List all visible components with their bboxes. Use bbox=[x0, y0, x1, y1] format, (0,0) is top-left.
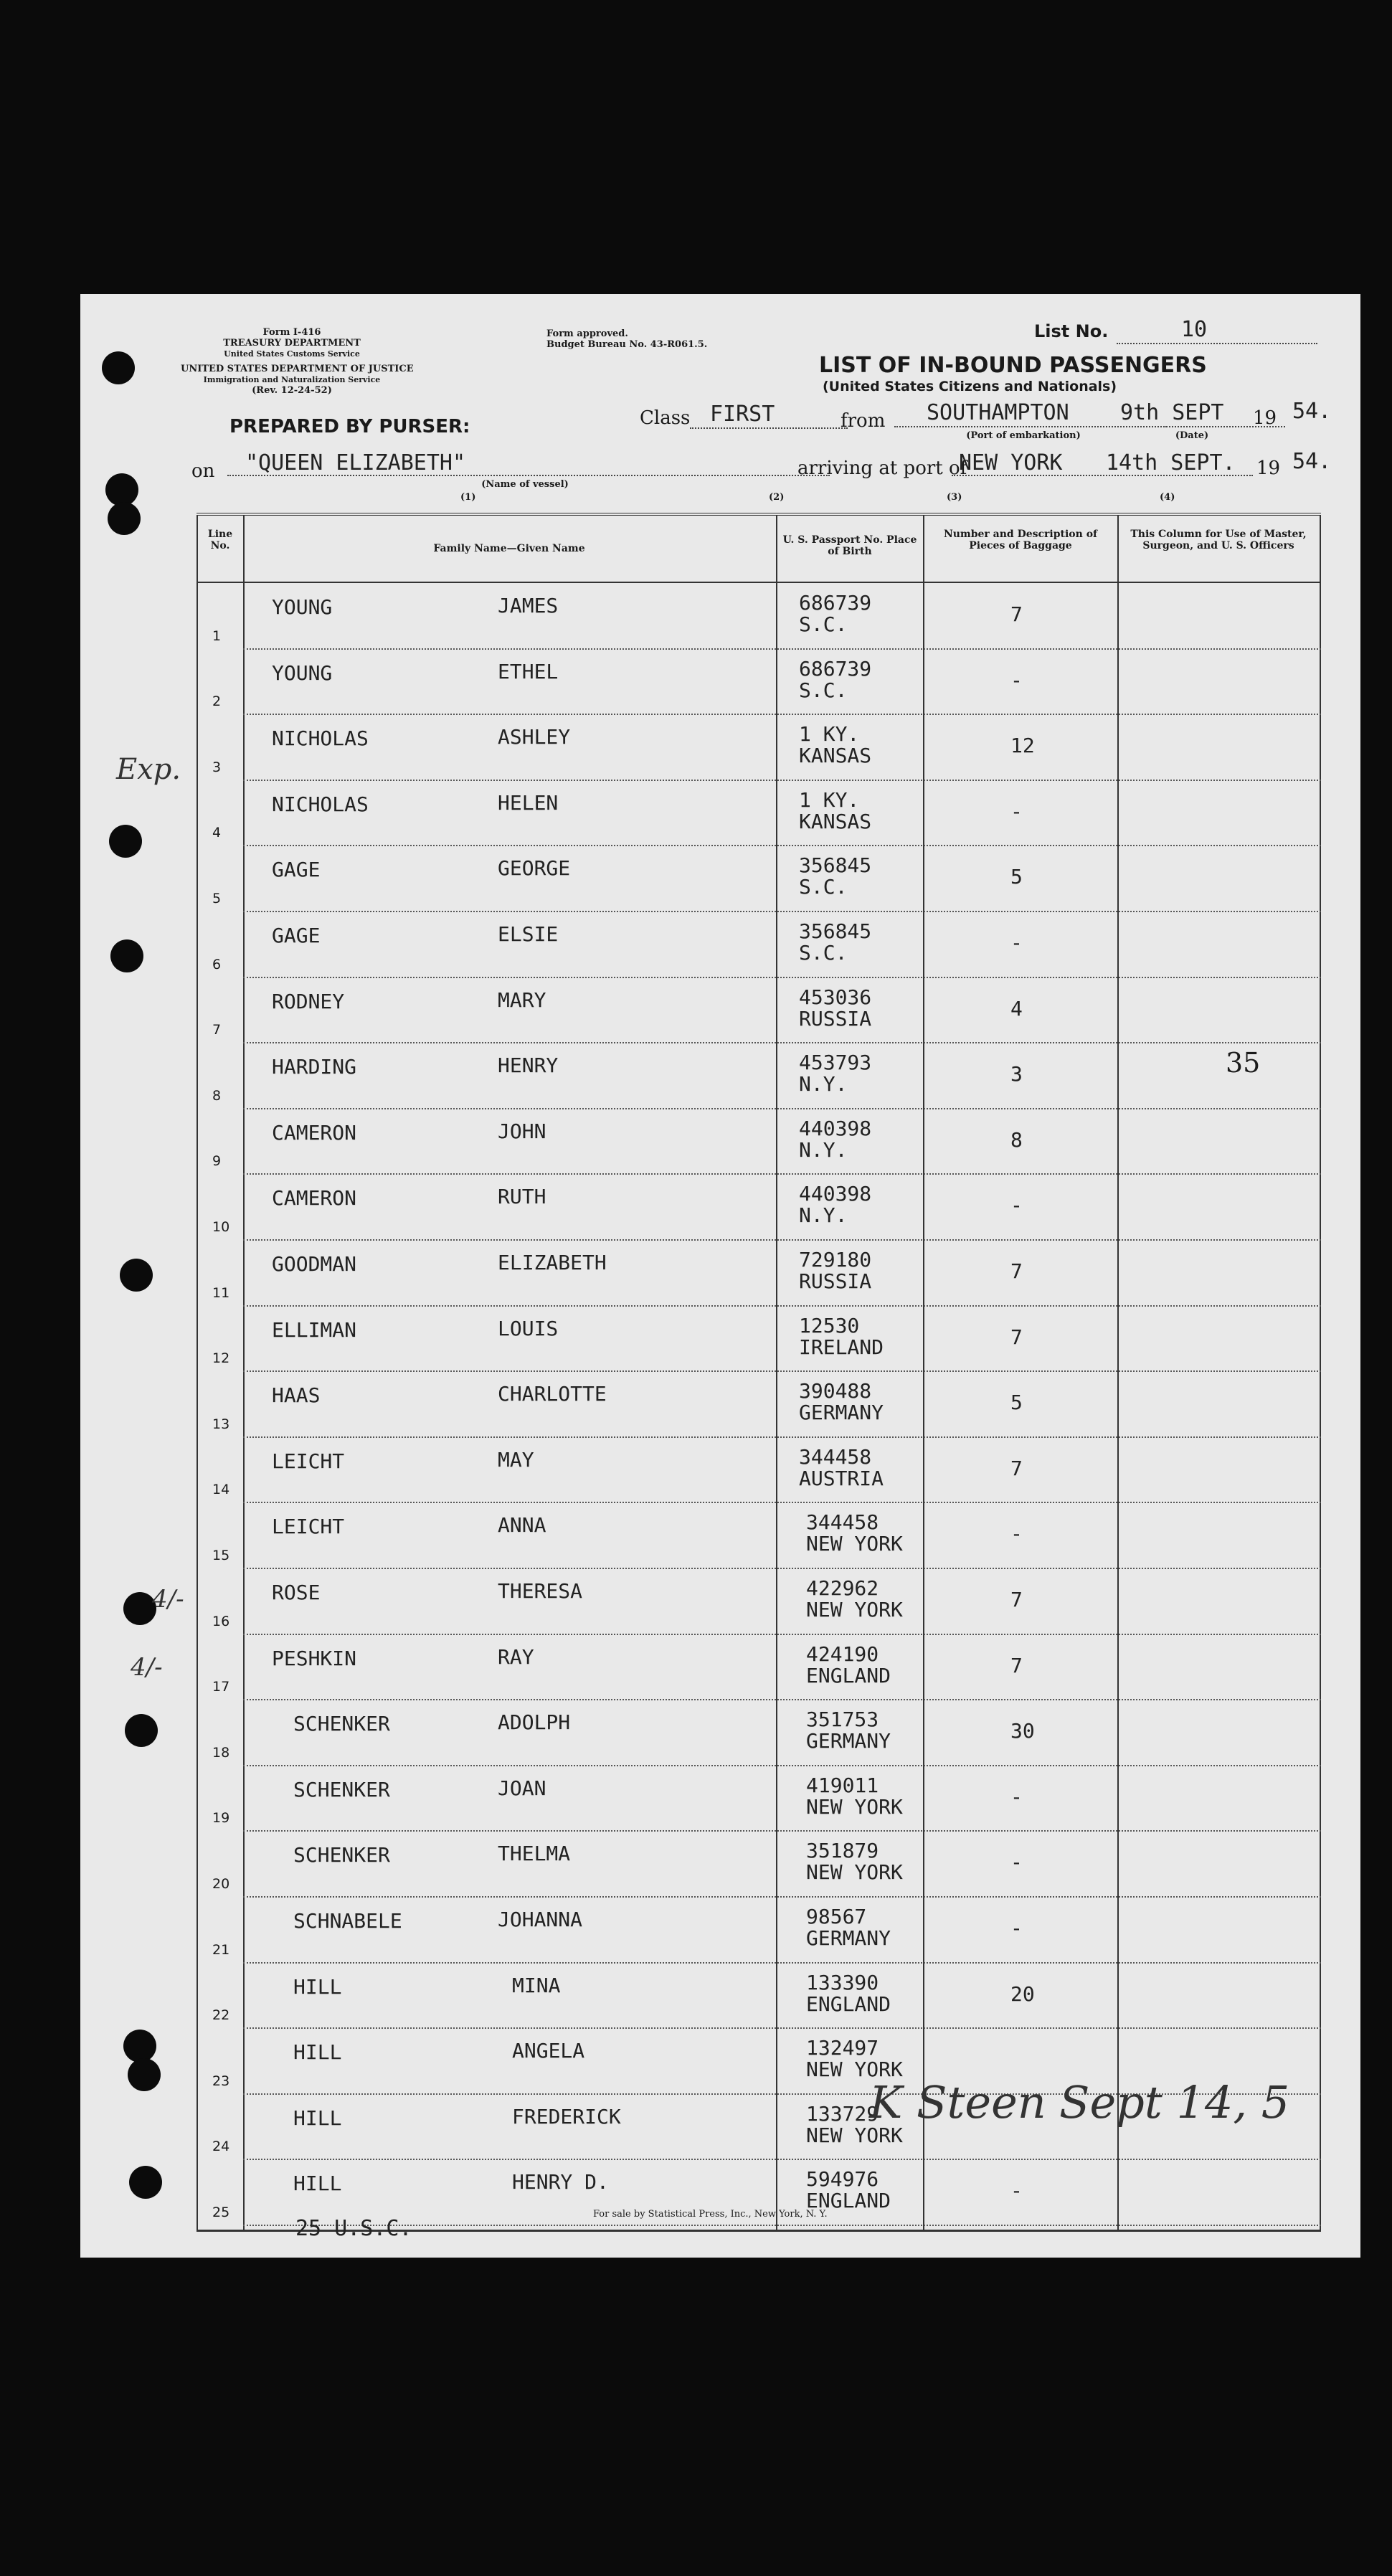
table-row bbox=[197, 1438, 1321, 1504]
place-of-birth: KANSAS bbox=[799, 744, 872, 768]
col-name: Family Name—Given Name bbox=[433, 543, 585, 554]
line-number: 15 bbox=[212, 1547, 230, 1563]
punch-hole bbox=[129, 2166, 162, 2199]
baggage-count: 7 bbox=[1010, 1325, 1023, 1349]
col-num-2: (2) bbox=[769, 492, 785, 503]
year-prefix-1: 19 bbox=[1253, 407, 1277, 429]
given-name: JAMES bbox=[498, 594, 559, 617]
margin-mark: Exp. bbox=[116, 753, 181, 786]
family-name: HILL bbox=[293, 2106, 342, 2130]
given-name: RAY bbox=[498, 1644, 534, 1669]
line-number: 25 bbox=[212, 2204, 230, 2220]
place-of-birth: NEW YORK bbox=[806, 1860, 903, 1885]
place-of-birth: S.C. bbox=[799, 678, 848, 702]
inspector-signature: K Steen bbox=[869, 2076, 1046, 2128]
col-officers: This Column for Use of Master, Surgeon, and U. S. Officers bbox=[1130, 529, 1307, 551]
family-name: LEICHT bbox=[272, 1449, 345, 1473]
embark-year: 54. bbox=[1292, 399, 1332, 424]
family-name: RODNEY bbox=[272, 989, 345, 1013]
col-line-no: Line No. bbox=[207, 529, 233, 551]
date-caption: (Date) bbox=[1175, 430, 1209, 441]
place-of-birth: S.C. bbox=[799, 941, 848, 965]
family-name: SCHENKER bbox=[293, 1777, 390, 1801]
punch-hole bbox=[120, 1259, 153, 1292]
list-no-value: 10 bbox=[1181, 317, 1208, 342]
baggage-count: 3 bbox=[1010, 1062, 1023, 1086]
table-row bbox=[197, 650, 1321, 716]
passport-number: 1 KY. bbox=[799, 722, 860, 747]
place-of-birth: S.C. bbox=[799, 875, 848, 899]
baggage-count: 7 bbox=[1010, 1653, 1023, 1677]
arriving-label: arriving at port of bbox=[797, 458, 967, 479]
baggage-count: 30 bbox=[1010, 1719, 1035, 1743]
revision: (Rev. 12-24-52) bbox=[252, 385, 332, 396]
given-name: THELMA bbox=[498, 1842, 571, 1866]
family-name: NICHOLAS bbox=[272, 792, 369, 816]
form-number: Form I-416 bbox=[262, 327, 321, 338]
table-row bbox=[197, 1635, 1321, 1701]
passport-number: 133390 bbox=[806, 1970, 879, 1994]
table-row bbox=[197, 1700, 1321, 1766]
passport-number: 12530 bbox=[799, 1313, 860, 1337]
col-num-1: (1) bbox=[460, 492, 476, 503]
given-name: HENRY D. bbox=[512, 2170, 609, 2194]
line-number: 17 bbox=[212, 1679, 230, 1695]
from-label: from bbox=[841, 410, 886, 432]
line-number: 9 bbox=[212, 1153, 222, 1170]
passport-number: 351753 bbox=[806, 1708, 879, 1732]
baggage-count: - bbox=[1010, 1850, 1023, 1875]
passport-number: 686739 bbox=[799, 591, 872, 615]
place-of-birth: N.Y. bbox=[799, 1203, 848, 1228]
line-number: 18 bbox=[212, 1744, 230, 1761]
line-number: 24 bbox=[212, 2139, 230, 2155]
given-name: THERESA bbox=[498, 1579, 583, 1603]
baggage-count: 8 bbox=[1010, 1127, 1023, 1152]
given-name: ANNA bbox=[498, 1513, 546, 1538]
class-label: Class bbox=[640, 407, 691, 429]
place-of-birth: RUSSIA bbox=[799, 1006, 872, 1031]
table-row bbox=[197, 1307, 1321, 1373]
baggage-count: - bbox=[1010, 1916, 1023, 1940]
port-caption: (Port of embarkation) bbox=[966, 430, 1081, 441]
family-name: NICHOLAS bbox=[272, 726, 369, 751]
line-number: 6 bbox=[212, 956, 222, 972]
family-name: HILL bbox=[293, 2040, 342, 2065]
col-passport: U. S. Passport No. Place of Birth bbox=[782, 534, 917, 557]
form-agency-block bbox=[181, 327, 414, 396]
justice-dept: UNITED STATES DEPARTMENT OF JUSTICE bbox=[181, 364, 414, 374]
punch-hole bbox=[125, 1714, 158, 1747]
table-row bbox=[197, 1241, 1321, 1307]
form-approved: Form approved. bbox=[546, 328, 628, 339]
baggage-count: 20 bbox=[1010, 1981, 1035, 2006]
family-name: CAMERON bbox=[272, 1186, 357, 1211]
passport-number: 344458 bbox=[806, 1510, 879, 1535]
table-row bbox=[197, 715, 1321, 781]
baggage-count: - bbox=[1010, 931, 1023, 955]
table-row bbox=[197, 1372, 1321, 1438]
given-name: ETHEL bbox=[498, 659, 559, 683]
place-of-birth: RUSSIA bbox=[799, 1269, 872, 1293]
table-row bbox=[197, 912, 1321, 978]
punch-hole bbox=[109, 825, 142, 858]
statute: 25 U.S.C. bbox=[295, 2216, 412, 2241]
line-number: 21 bbox=[212, 1941, 230, 1958]
passport-number: 390488 bbox=[799, 1379, 872, 1403]
given-name: JOHANNA bbox=[498, 1908, 583, 1931]
baggage-count: 5 bbox=[1010, 1391, 1023, 1415]
line-number: 5 bbox=[212, 890, 222, 906]
line-number: 14 bbox=[212, 1482, 230, 1498]
passport-number: 594976 bbox=[806, 2167, 879, 2192]
table-row bbox=[197, 1503, 1321, 1569]
place-of-birth: KANSAS bbox=[799, 809, 872, 833]
baggage-count: - bbox=[1010, 1193, 1023, 1218]
passport-number: 424190 bbox=[806, 1642, 879, 1666]
place-of-birth: NEW YORK bbox=[806, 2123, 903, 2147]
line-number: 8 bbox=[212, 1087, 222, 1104]
family-name: GOODMAN bbox=[272, 1252, 357, 1276]
passport-number: 422962 bbox=[806, 1576, 879, 1600]
place-of-birth: NEW YORK bbox=[806, 1598, 903, 1621]
place-of-birth: N.Y. bbox=[799, 1072, 848, 1097]
passport-number: 351879 bbox=[806, 1839, 879, 1863]
arrival-date: 14th SEPT. bbox=[1106, 450, 1236, 475]
col-baggage: Number and Description of Pieces of Baggage bbox=[943, 529, 1098, 551]
baggage-count: 7 bbox=[1010, 1588, 1023, 1611]
passport-number: 98567 bbox=[806, 1905, 867, 1928]
passport-number: 356845 bbox=[799, 919, 872, 943]
table-row bbox=[197, 978, 1321, 1044]
place-of-birth: NEW YORK bbox=[806, 1532, 903, 1556]
given-name: RUTH bbox=[498, 1185, 546, 1209]
baggage-count: - bbox=[1010, 2179, 1023, 2203]
given-name: MAY bbox=[498, 1447, 534, 1472]
year-prefix-2: 19 bbox=[1256, 458, 1281, 479]
col-num-3: (3) bbox=[947, 492, 962, 503]
given-name: JOAN bbox=[498, 1776, 546, 1800]
table-row bbox=[197, 1043, 1321, 1109]
place-of-birth: ENGLAND bbox=[806, 2189, 891, 2213]
baggage-count: 5 bbox=[1010, 865, 1023, 889]
arrival-year: 54. bbox=[1292, 449, 1332, 474]
line-number: 7 bbox=[212, 1022, 222, 1038]
table-row bbox=[197, 584, 1321, 650]
baggage-count: 7 bbox=[1010, 1259, 1023, 1283]
vessel-caption: (Name of vessel) bbox=[481, 479, 569, 490]
place-of-birth: NEW YORK bbox=[806, 2058, 903, 2082]
family-name: SCHNABELE bbox=[293, 1909, 402, 1933]
place-of-birth: N.Y. bbox=[799, 1137, 848, 1162]
passport-number: 1 KY. bbox=[799, 787, 860, 812]
treasury-dept: TREASURY DEPARTMENT bbox=[223, 338, 361, 349]
line-number: 1 bbox=[212, 628, 222, 644]
table-row bbox=[197, 846, 1321, 912]
family-name: HILL bbox=[293, 2172, 342, 2196]
passport-number: 729180 bbox=[799, 1248, 872, 1272]
given-name: ELIZABETH bbox=[498, 1251, 607, 1274]
place-of-birth: IRELAND bbox=[799, 1335, 884, 1359]
table-row bbox=[197, 1569, 1321, 1635]
family-name: HAAS bbox=[272, 1383, 321, 1408]
form-title: LIST OF IN-BOUND PASSENGERS bbox=[819, 353, 1207, 378]
baggage-count: 7 bbox=[1010, 1456, 1023, 1480]
list-no-label: List No. bbox=[1034, 321, 1109, 341]
embark-date: 9th SEPT bbox=[1120, 400, 1224, 425]
passport-number: 453036 bbox=[799, 985, 872, 1009]
line-number: 10 bbox=[212, 1218, 230, 1235]
line-number: 13 bbox=[212, 1416, 230, 1432]
given-name: MINA bbox=[512, 1973, 561, 1997]
line-number: 22 bbox=[212, 2007, 230, 2024]
baggage-count: - bbox=[1010, 668, 1023, 692]
passport-number: 686739 bbox=[799, 656, 872, 681]
given-name: ASHLEY bbox=[498, 725, 571, 749]
passport-number: 453793 bbox=[799, 1051, 872, 1075]
baggage-count: 7 bbox=[1010, 602, 1023, 626]
punch-hole bbox=[123, 2030, 156, 2063]
family-name: YOUNG bbox=[272, 595, 333, 619]
family-name: ROSE bbox=[272, 1581, 321, 1604]
given-name: MARY bbox=[498, 988, 546, 1012]
ins-service: Immigration and Naturalization Service bbox=[203, 375, 381, 384]
budget-block bbox=[546, 328, 707, 350]
table-row bbox=[197, 1898, 1321, 1964]
passport-number: 132497 bbox=[806, 2036, 879, 2060]
manifest-page bbox=[80, 294, 1360, 2258]
family-name: CAMERON bbox=[272, 1120, 357, 1145]
passenger-table bbox=[197, 513, 1321, 2232]
given-name: HELEN bbox=[498, 790, 559, 815]
table-row bbox=[197, 1964, 1321, 2030]
passport-number: 440398 bbox=[799, 1182, 872, 1206]
family-name: HILL bbox=[293, 1974, 342, 1999]
family-name: LEICHT bbox=[272, 1515, 345, 1539]
margin-mark: 4/- bbox=[152, 1585, 184, 1614]
place-of-birth: GERMANY bbox=[799, 1401, 884, 1425]
class-value: FIRST bbox=[710, 402, 775, 427]
place-of-birth: AUSTRIA bbox=[799, 1466, 884, 1490]
given-name: ADOLPH bbox=[498, 1710, 571, 1735]
line-number: 11 bbox=[212, 1284, 230, 1301]
passport-number: 133729 bbox=[806, 2101, 879, 2126]
margin-mark: 4/- bbox=[131, 1653, 163, 1682]
baggage-count: 4 bbox=[1010, 996, 1023, 1021]
line-number: 19 bbox=[212, 1810, 230, 1827]
place-of-birth: ENGLAND bbox=[806, 1663, 891, 1687]
line-number: 4 bbox=[212, 825, 222, 841]
given-name: HENRY bbox=[498, 1053, 559, 1078]
passport-number: 440398 bbox=[799, 1116, 872, 1140]
place-of-birth: GERMANY bbox=[806, 1926, 891, 1950]
vessel-name: "QUEEN ELIZABETH" bbox=[245, 450, 466, 475]
officer-count: 35 bbox=[1226, 1047, 1261, 1079]
table-row bbox=[197, 1766, 1321, 1832]
given-name: LOUIS bbox=[498, 1316, 559, 1340]
baggage-count: - bbox=[1010, 799, 1023, 823]
family-name: GAGE bbox=[272, 924, 321, 947]
place-of-birth: NEW YORK bbox=[806, 1794, 903, 1819]
family-name: PESHKIN bbox=[272, 1646, 357, 1670]
given-name: JOHN bbox=[498, 1119, 546, 1143]
form-subtitle: (United States Citizens and Nationals) bbox=[823, 379, 1117, 394]
baggage-count: - bbox=[1010, 1522, 1023, 1546]
table-row bbox=[197, 781, 1321, 847]
passport-number: 419011 bbox=[806, 1773, 879, 1797]
given-name: CHARLOTTE bbox=[498, 1382, 607, 1406]
family-name: HARDING bbox=[272, 1055, 357, 1079]
table-row bbox=[197, 1109, 1321, 1175]
arrival-port: NEW YORK bbox=[959, 450, 1063, 475]
place-of-birth: S.C. bbox=[799, 612, 848, 636]
customs-service: United States Customs Service bbox=[224, 349, 360, 359]
embark-port: SOUTHAMPTON bbox=[927, 400, 1069, 425]
punch-hole bbox=[102, 351, 135, 384]
printer-note: For sale by Statistical Press, Inc., New York, N. Y. bbox=[593, 2209, 828, 2220]
signature-date: Sept 14, 5 bbox=[1059, 2076, 1290, 2128]
baggage-count: - bbox=[1010, 1784, 1023, 1809]
line-number: 23 bbox=[212, 2073, 230, 2089]
punch-hole bbox=[128, 2058, 161, 2091]
col-num-4: (4) bbox=[1160, 492, 1175, 503]
line-number: 16 bbox=[212, 1613, 230, 1629]
line-number: 2 bbox=[212, 693, 222, 710]
family-name: GAGE bbox=[272, 858, 321, 882]
family-name: SCHENKER bbox=[293, 1843, 390, 1867]
line-number: 20 bbox=[212, 1875, 230, 1892]
given-name: FREDERICK bbox=[512, 2104, 621, 2128]
family-name: SCHENKER bbox=[293, 1712, 390, 1736]
family-name: YOUNG bbox=[272, 660, 333, 685]
punch-hole bbox=[110, 939, 143, 972]
budget-bureau: Budget Bureau No. 43-R061.5. bbox=[546, 339, 708, 350]
passport-number: 356845 bbox=[799, 853, 872, 878]
given-name: GEORGE bbox=[498, 856, 571, 881]
on-label: on bbox=[191, 460, 215, 482]
line-number: 3 bbox=[212, 759, 222, 775]
given-name: ELSIE bbox=[498, 922, 559, 946]
table-row bbox=[197, 1832, 1321, 1898]
baggage-count: 12 bbox=[1010, 734, 1035, 758]
passport-number: 344458 bbox=[799, 1444, 872, 1469]
punch-hole bbox=[108, 502, 141, 535]
prepared-by-label: PREPARED BY PURSER: bbox=[229, 416, 470, 437]
table-row bbox=[197, 1175, 1321, 1241]
line-number: 12 bbox=[212, 1350, 230, 1367]
family-name: ELLIMAN bbox=[272, 1317, 357, 1342]
given-name: ANGELA bbox=[512, 2039, 585, 2063]
place-of-birth: ENGLAND bbox=[806, 1992, 891, 2016]
place-of-birth: GERMANY bbox=[806, 1729, 891, 1753]
